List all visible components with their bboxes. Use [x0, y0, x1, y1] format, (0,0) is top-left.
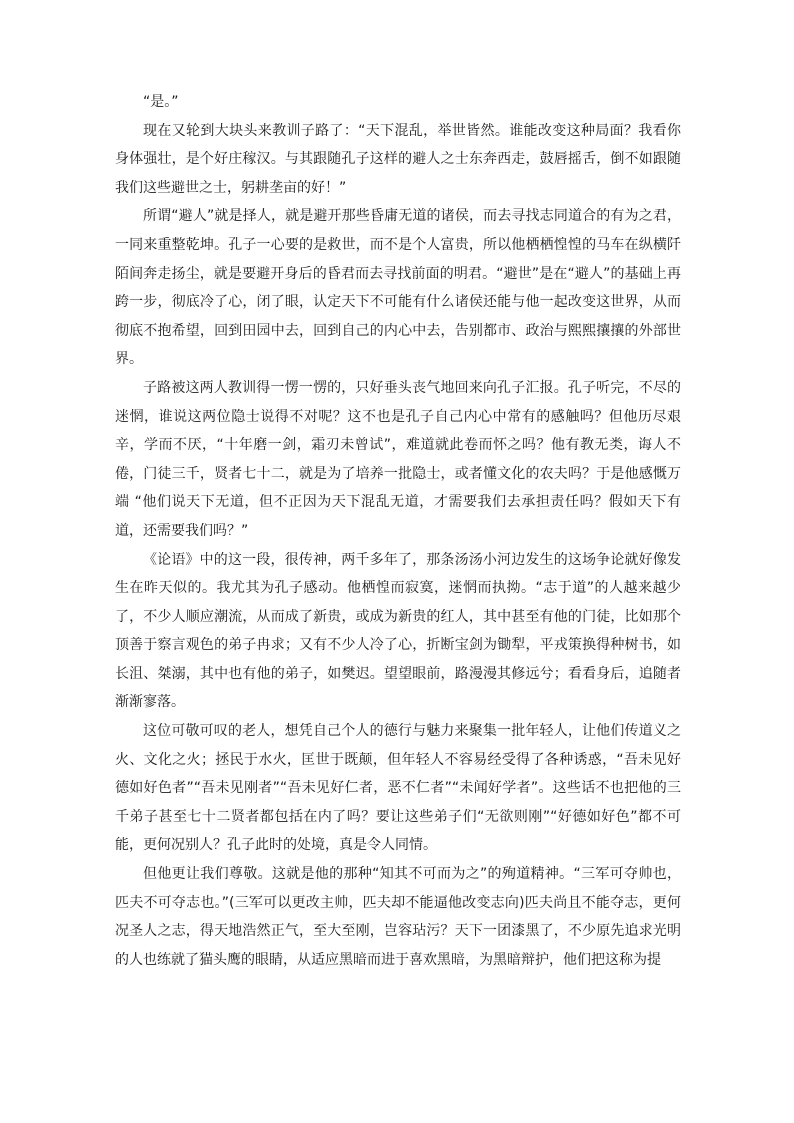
paragraph-2: 现在又轮到大块头来教训子路了：“天下混乱，举世皆然。谁能改变这种局面？我看你身体强壮，是个好庄稼汉。与其跟随孔子这样的避人之士东奔西走，鼓唇摇舌，倒不如跟随我们这些避世之士，躬耕垄亩的好！” — [115, 122, 681, 196]
paragraph-5: 《论语》中的这一段，很传神，两千多年了，那条汤汤小河边发生的这场争论就好像发生在昨天似的。我尤其为孔子感动。他栖惶而寂寞，迷惘而执拗。“志于道”的人越来越少了，不少人顺应潮流，从而成了新贵，或成为新贵的红人，其中甚至有他的门徒，比如那个顶善于察言观色的弟子冉求；又有不少人冷了心，折断宝剑为锄犁，平戎策换得种树书，如长沮、桀溺，其中也有他的弟子，如樊迟。望望眼前，路漫漫其修远兮；看看身后，追随者渐渐寥落。 — [115, 551, 681, 711]
paragraph-3: 所谓“避人”就是择人，就是避开那些昏庸无道的诸侯，而去寻找志同道合的有为之君，一同来重整乾坤。孔子一心要的是救世，而不是个人富贵，所以他栖栖惶惶的马车在纵横阡陌间奔走扬尘，就是要避开身后的昏君而去寻找前面的明君。“避世”是在“避人”的基础上再跨一步，彻底冷了心，闭了眼，认定天下不可能有什么诸侯还能与他一起改变这世界，从而彻底不抱希望，回到田园中去，回到自己的内心中去，告别都市、政治与熙熙攘攘的外部世界。 — [115, 208, 681, 368]
paragraph-4: 子路被这两人教训得一愣一愣的，只好垂头丧气地回来向孔子汇报。孔子听完，不尽的迷惘，谁说这两位隐士说得不对呢？这不也是孔子自己内心中常有的感触吗？但他历尽艰辛，学而不厌，“十年磨一剑，霜刃未曾试”，难道就此卷而怀之吗？他有教无类，诲人不倦，门徒三千，贤者七十二，就是为了培养一批隐士，或者懂文化的农夫吗？于是他感慨万端 “他们说天下无道，但不正因为天下混乱无道，才需要我们去承担责任吗？假如天下有道，还需要我们吗？” — [115, 379, 681, 539]
paragraph-1: “是。” — [143, 94, 179, 110]
paragraph-7: 但他更让我们尊敬。这就是他的那种“知其不可而为之”的殉道精神。“三军可夺帅也，匹夫不可夺志也。”(三军可以更改主帅，匹夫却不能逼他改变志向)匹夫尚且不能夺志，更何况圣人之志，得天地浩然正气，至大至刚，岂容玷污？天下一团漆黑了，不少原先追求光明的人也练就了猫头鹰的眼睛，从适应黑暗而进于喜欢黑暗，为黑暗辩护，他们把这称为提 — [115, 866, 681, 968]
paragraph-6: 这位可敬可叹的老人，想凭自己个人的德行与魅力来聚集一批年轻人，让他们传道义之火、文化之火；拯民于水火，匡世于既颠，但年轻人不容易经受得了各种诱惑，“吾未见好德如好色者”“吾未见刚者”“吾未见好仁者，恶不仁者”“未闻好学者”。这些话不也把他的三千弟子甚至七十二贤者都包括在内了吗？要让这些弟子们“无欲则刚”“好德如好色”都不可能，更何况别人？孔子此时的处境，真是令人同情。 — [115, 723, 681, 854]
document-body — [115, 88, 681, 974]
